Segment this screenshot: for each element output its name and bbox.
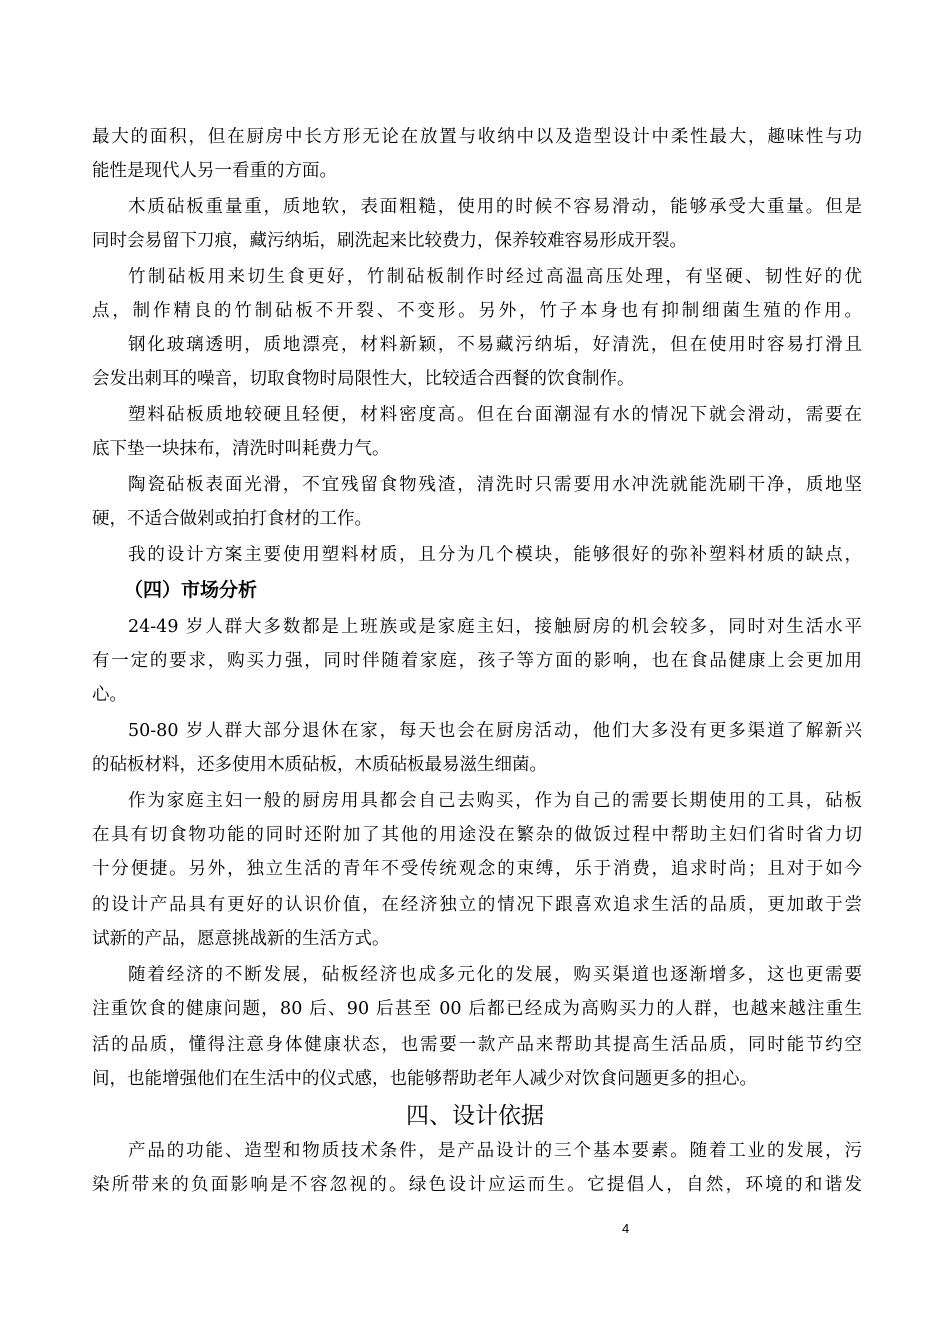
paragraph-line: 陶瓷砧板表面光滑，不宜残留食物残渣，清洗时只需要用水冲洗就能洗刷干净，质地坚 [128, 475, 862, 495]
paragraph-line: 产品的功能、造型和物质技术条件，是产品设计的三个基本要素。随着工业的发展，污 [128, 1141, 862, 1161]
paragraph-line: 间，也能增强他们在生活中的仪式感，也能够帮助老年人减少对饮食问题更多的担心。 [92, 1069, 757, 1089]
paragraph-line: 染所带来的负面影响是不容忽视的。绿色设计应运而生。它提倡人，自然，环境的和谐发 [92, 1175, 862, 1195]
paragraph-line: 的设计产品具有更好的认识价值，在经济独立的情况下跟喜欢追求生活的品质，更加敢于尝 [92, 895, 862, 915]
paragraph-line: 竹制砧板用来切生食更好，竹制砧板制作时经过高温高压处理，有坚硬、韧性好的优 [128, 267, 862, 287]
paragraph-line: 同时会易留下刀痕，藏污纳垢，刷洗起来比较费力，保养较难容易形成开裂。 [92, 231, 687, 251]
paragraph-line: 我的设计方案主要使用塑料材质，且分为几个模块，能够很好的弥补塑料材质的缺点， [128, 545, 862, 565]
section-subheading: （四）市场分析 [124, 579, 258, 601]
paragraph-line: 钢化玻璃透明，质地漂亮，材料新颖，不易藏污纳垢，好清洗，但在使用时容易打滑且 [128, 335, 862, 355]
section-heading: 四、设计依据 [406, 1103, 544, 1129]
paragraph-line: 心。 [92, 685, 127, 705]
paragraph-line: 底下垫一块抹布，清洗时叫耗费力气。 [92, 439, 390, 459]
paragraph-line: 十分便捷。另外，独立生活的青年不受传统观念的束缚，乐于消费，追求时尚；且对于如今 [92, 859, 862, 879]
paragraph-line: 会发出刺耳的噪音，切取食物时局限性大，比较适合西餐的饮食制作。 [92, 369, 635, 389]
paragraph-line: 点，制作精良的竹制砧板不开裂、不变形。另外，竹子本身也有抑制细菌生殖的作用。 [92, 301, 862, 321]
paragraph-line: 试新的产品，愿意挑战新的生活方式。 [92, 929, 390, 949]
paragraph-line: 50-80 岁人群大部分退休在家，每天也会在厨房活动，他们大多没有更多渠道了解新兴 [128, 721, 862, 741]
paragraph-line: 在具有切食物功能的同时还附加了其他的用途没在繁杂的做饭过程中帮助主妇们省时省力切 [92, 825, 862, 845]
paragraph-line: 24-49 岁人群大多数都是上班族或是家庭主妇，接触厨房的机会较多，同时对生活水平 [128, 617, 862, 637]
paragraph-line: 注重饮食的健康问题，80 后、90 后甚至 00 后都已经成为高购买力的人群，也越来越注重生 [92, 999, 862, 1019]
paragraph-line: 硬，不适合做剁或拍打食材的工作。 [92, 509, 372, 529]
paragraph-line: 作为家庭主妇一般的厨房用具都会自己去购买，作为自己的需要长期使用的工具，砧板 [128, 791, 862, 811]
paragraph-line: 能性是现代人另一看重的方面。 [92, 161, 337, 181]
paragraph-line: 活的品质，懂得注意身体健康状态，也需要一款产品来帮助其提高生活品质，同时能节约空 [92, 1035, 862, 1055]
paragraph-line: 有一定的要求，购买力强，同时伴随着家庭，孩子等方面的影响，也在食品健康上会更加用 [92, 651, 862, 671]
paragraph-line: 最大的面积，但在厨房中长方形无论在放置与收纳中以及造型设计中柔性最大，趣味性与功 [92, 127, 862, 147]
paragraph-line: 的砧板材料，还多使用木质砧板，木质砧板最易滋生细菌。 [92, 755, 547, 775]
page-number: 4 [622, 1221, 630, 1236]
paragraph-line: 木质砧板重量重，质地软，表面粗糙，使用的时候不容易滑动，能够承受大重量。但是 [128, 197, 862, 217]
paragraph-line: 随着经济的不断发展，砧板经济也成多元化的发展，购买渠道也逐渐增多，这也更需要 [128, 965, 862, 985]
paragraph-line: 塑料砧板质地较硬且轻便，材料密度高。但在台面潮湿有水的情况下就会滑动，需要在 [128, 405, 862, 425]
